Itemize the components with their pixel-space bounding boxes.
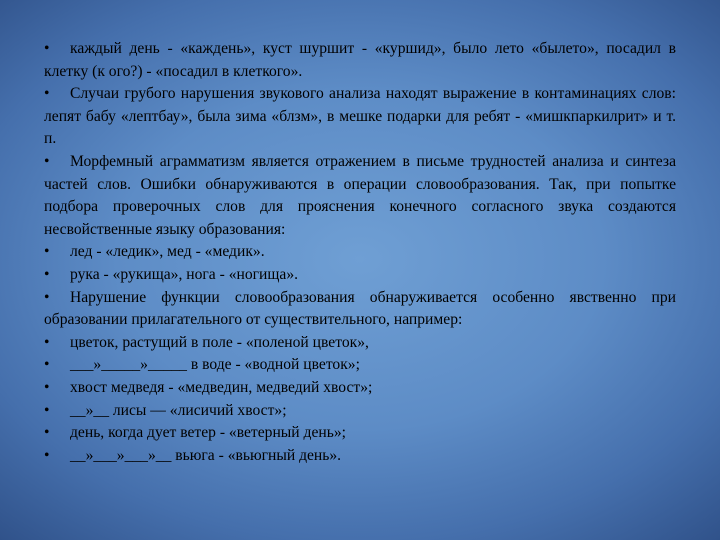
paragraph-text: хвост медведя - «медведин, медведий хвост»; bbox=[70, 378, 373, 396]
paragraph-text: __»___»___»__ вьюга - «вьюгный день». bbox=[70, 446, 342, 464]
bullet-marker: • bbox=[44, 401, 50, 419]
bullet-paragraph bbox=[44, 422, 676, 445]
bullet-marker: • bbox=[44, 243, 50, 261]
paragraph-text: Морфемный аграмматизм является отражением в письме трудностей анализа и синтеза частей слов. Ошибки обнаруживаются в операции словообразования. Так, при попытке подбора проверочных слов для прояснения конечного согласного звука создаются несвойственные языку образования: bbox=[44, 152, 680, 238]
bullet-marker: • bbox=[44, 265, 50, 283]
paragraph-text: рука - «рукища», нога - «ногища». bbox=[70, 265, 299, 283]
bullet-paragraph bbox=[44, 400, 676, 423]
bullet-paragraph bbox=[44, 445, 676, 468]
bullet-paragraph bbox=[44, 332, 676, 355]
bullet-marker: • bbox=[44, 85, 50, 103]
paragraph-text: каждый день - «каждень», куст шуршит - «куршид», было лето «былето», посадил в клетку (к ого?) - «посадил в клеткого». bbox=[44, 40, 680, 80]
bullet-marker: • bbox=[44, 333, 50, 351]
paragraph-text: Нарушение функции словообразования обнаруживается особенно явственно при образовании прилагательного от существительного, например: bbox=[44, 288, 680, 329]
bullet-paragraph bbox=[44, 377, 676, 400]
paragraph-text: __»__ лисы — «лисичий хвост»; bbox=[70, 401, 287, 419]
bullet-marker: • bbox=[44, 424, 50, 442]
bullet-paragraph bbox=[44, 287, 680, 332]
bullet-marker: • bbox=[44, 446, 50, 464]
bullet-marker: • bbox=[44, 378, 50, 396]
bullet-marker: • bbox=[44, 288, 50, 306]
paragraph-text: ___»_____»_____ в воде - «водной цветок»; bbox=[70, 356, 360, 374]
bullet-paragraph bbox=[44, 241, 676, 264]
slide-text-body bbox=[44, 38, 680, 467]
bullet-marker: • bbox=[44, 40, 50, 57]
bullet-paragraph bbox=[44, 151, 680, 241]
bullet-paragraph bbox=[44, 264, 676, 287]
bullet-paragraph bbox=[44, 83, 680, 151]
bullet-marker: • bbox=[44, 356, 50, 374]
paragraph-text: лед - «ледик», мед - «медик». bbox=[70, 243, 265, 261]
bullet-paragraph bbox=[44, 354, 676, 377]
paragraph-text: Случаи грубого нарушения звукового анализа находят выражение в контаминациях слов: лепят бабу «лептбау», была зима «блзм», в мешке подарки для ребят - «мишкпаркилрит» и т. п. bbox=[44, 85, 680, 148]
bullet-paragraph bbox=[44, 38, 680, 83]
bullet-marker: • bbox=[44, 152, 50, 170]
paragraph-text: цветок, растущий в поле - «поленой цветок», bbox=[70, 333, 369, 351]
paragraph-text: день, когда дует ветер - «ветерный день»; bbox=[70, 424, 346, 442]
